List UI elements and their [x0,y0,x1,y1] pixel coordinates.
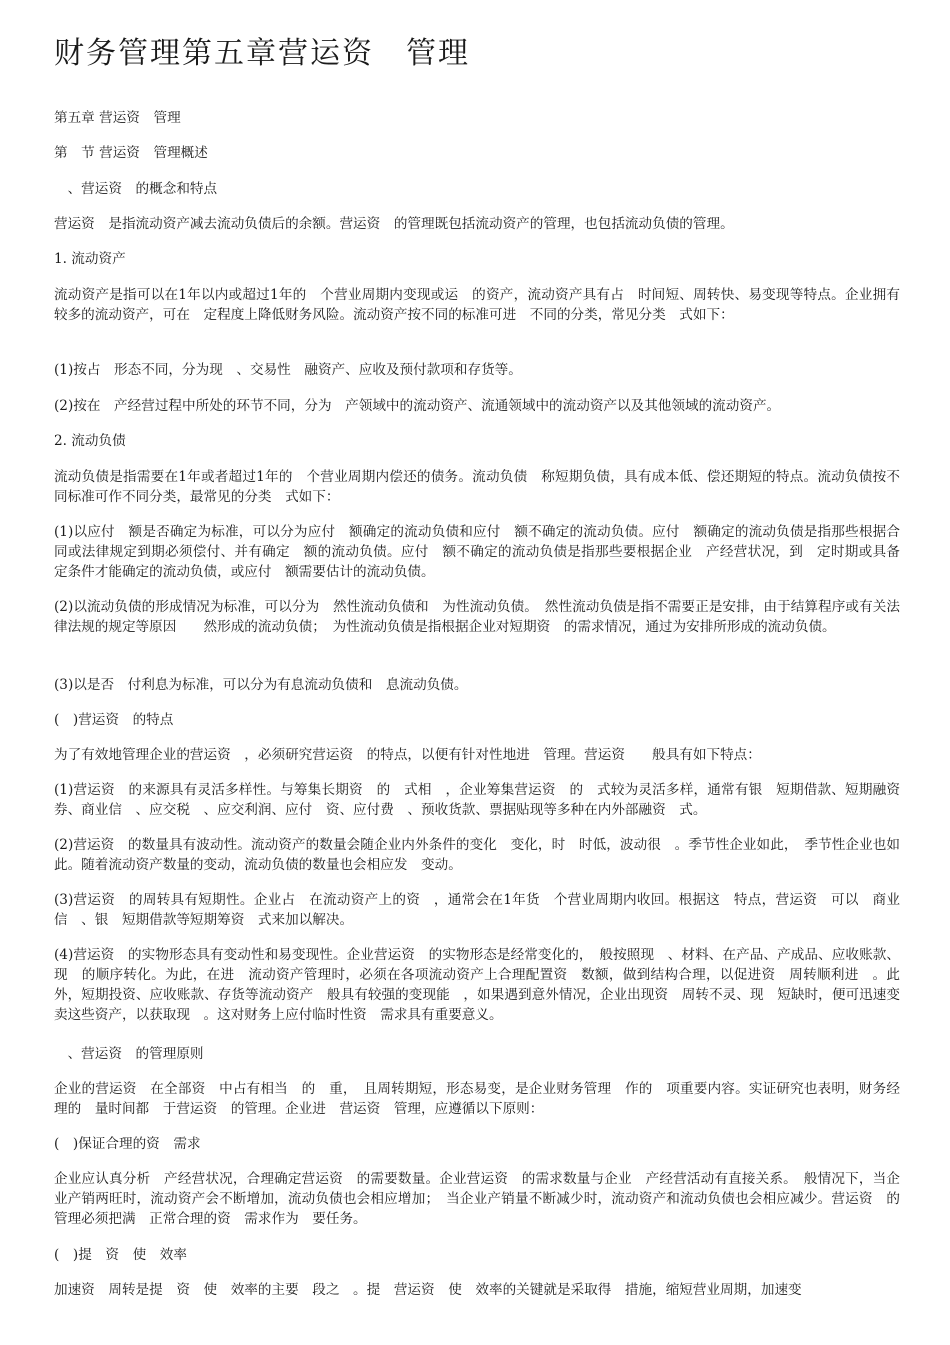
body-paragraph: 企业的营运资 在全部资 中占有相当 的 重， 且周转期短，形态易变，是企业财务管理 作的 项重要内容。实证研究也表明，财务经理的 量时间都 于营运资 的管理。企业进 营运资 管理，应遵循以下原则： [54,1081,900,1117]
list-item: (4)营运资 的实物形态具有变动性和易变现性。企业营运资 的实物形态是经常变化的， 般按照现 、材料、在产品、产成品、应收账款、现 的顺序转化。为此，在进 流动资产管理时，必须在各项流动资产上合理配置资 数额，做到结构合理，以促进资 周转顺利进 。此外，短期投资、应收账款、存货等流动资产 般具有较强的变现能 ，如果遇到意外情况，企业出现资 周转不灵、现 短缺时，便可迅速变卖这些资产，以获取现 。这对财务上应付临时性资 需求具有重要意义。 [54,947,900,1023]
body-paragraph: 为了有效地管理企业的营运资 ，必须研究营运资 的特点，以便有针对性地进 管理。营运资 般具有如下特点： [54,747,761,763]
list-item: (2)营运资 的数量具有波动性。流动资产的数量会随企业内外条件的变化 变化，时 时低，波动很 。季节性企业如此， 季节性企业也如此。随着流动资产数量的变动，流动负债的数量也会相应发 变动。 [54,837,900,873]
body-paragraph: 流动资产是指可以在1年以内或超过1年的 个营业周期内变现或运 的资产，流动资产具有占 时间短、周转快、易变现等特点。企业拥有较多的流动资产，可在 定程度上降低财务风险。流动资产按不同的标准可进 不同的分类，常见分类 式如下： [54,287,900,323]
list-item: (3)以是否 付利息为标准，可以分为有息流动负债和 息流动负债。 [54,677,468,693]
body-paragraph: 加速资 周转是提 资 使 效率的主要 段之 。提 营运资 使 效率的关键就是采取得 措施，缩短营业周期，加速变 [54,1282,802,1298]
body-paragraph: 营运资 是指流动资产减去流动负债后的余额。营运资 的管理既包括流动资产的管理，也包括流动负债的管理。 [54,216,734,232]
list-item: (1)以应付 额是否确定为标准，可以分为应付 额确定的流动负债和应付 额不确定的流动负债。应付 额确定的流动负债是指那些根据合同或法律规定到期必须偿付、并有确定 额的流动负债。应付 额不确定的流动负债是指那些要根据企业 产经营状况，到 定时期或具备 定条件才能确定的流动负债，或应付 额需要估计的流动负债。 [54,524,914,580]
list-item: (1)按占 形态不同，分为现 、交易性 融资产、应收及预付款项和存货等。 [54,362,522,378]
subsection-heading: ( )营运资 的特点 [54,712,174,728]
list-item: (2)按在 产经营过程中所处的环节不同，分为 产领域中的流动资产、流通领域中的流动资产以及其他领域的流动资产。 [54,398,781,414]
body-paragraph: 流动负债是指需要在1年或者超过1年的 个营业周期内偿还的债务。流动负债 称短期负债，具有成本低、偿还期短的特点。流动负债按不同标准可作不同分类，最常见的分类 式如下： [54,469,900,505]
section-heading: 、营运资 的管理原则 [54,1046,204,1062]
item-heading: 2. 流动负债 [54,433,126,449]
document-page [54,0,914,1298]
subsection-heading: 、营运资 的概念和特点 [54,181,218,197]
subsection-heading: ( )保证合理的资 需求 [54,1136,201,1152]
list-item: (2)以流动负债的形成情况为标准，可以分为 然性流动负债和 为性流动负债。 然性流动负债是指不需要正是安排，由于结算程序或有关法律法规的规定等原因 然形成的流动负债； 为性流动负债是指根据企业对短期资 的需求情况，通过为安排所形成的流动负债。 [54,599,900,635]
chapter-heading: 第五章 营运资 管理 [54,110,181,126]
body-paragraph: 企业应认真分析 产经营状况，合理确定营运资 的需要数量。企业营运资 的需求数量与企业 产经营活动有直接关系。 般情况下，当企业产销两旺时，流动资产会不断增加，流动负债也会相应增加； 当企业产销量不断减少时，流动资产和流动负债也会相应减少。营运资 的管理必须把满 正常合理的资 需求作为 要任务。 [54,1171,900,1227]
item-heading: 1. 流动资产 [54,251,126,267]
document-title: 财务管理第五章营运资 管理 [54,36,470,71]
list-item: (1)营运资 的来源具有灵活多样性。与筹集长期资 的 式相 ，企业筹集营运资 的 式较为灵活多样，通常有银 短期借款、短期融资券、商业信 、应交税 、应交利润、应付 资、应付费 、预收货款、票据贴现等多种在内外部融资 式。 [54,782,900,818]
subsection-heading: ( )提 资 使 效率 [54,1247,187,1263]
list-item: (3)营运资 的周转具有短期性。企业占 在流动资产上的资 ，通常会在1年货 个营业周期内收回。根据这 特点，营运资 可以 商业信 、银 短期借款等短期筹资 式来加以解决。 [54,892,900,928]
section-heading: 第 节 营运资 管理概述 [54,145,208,161]
